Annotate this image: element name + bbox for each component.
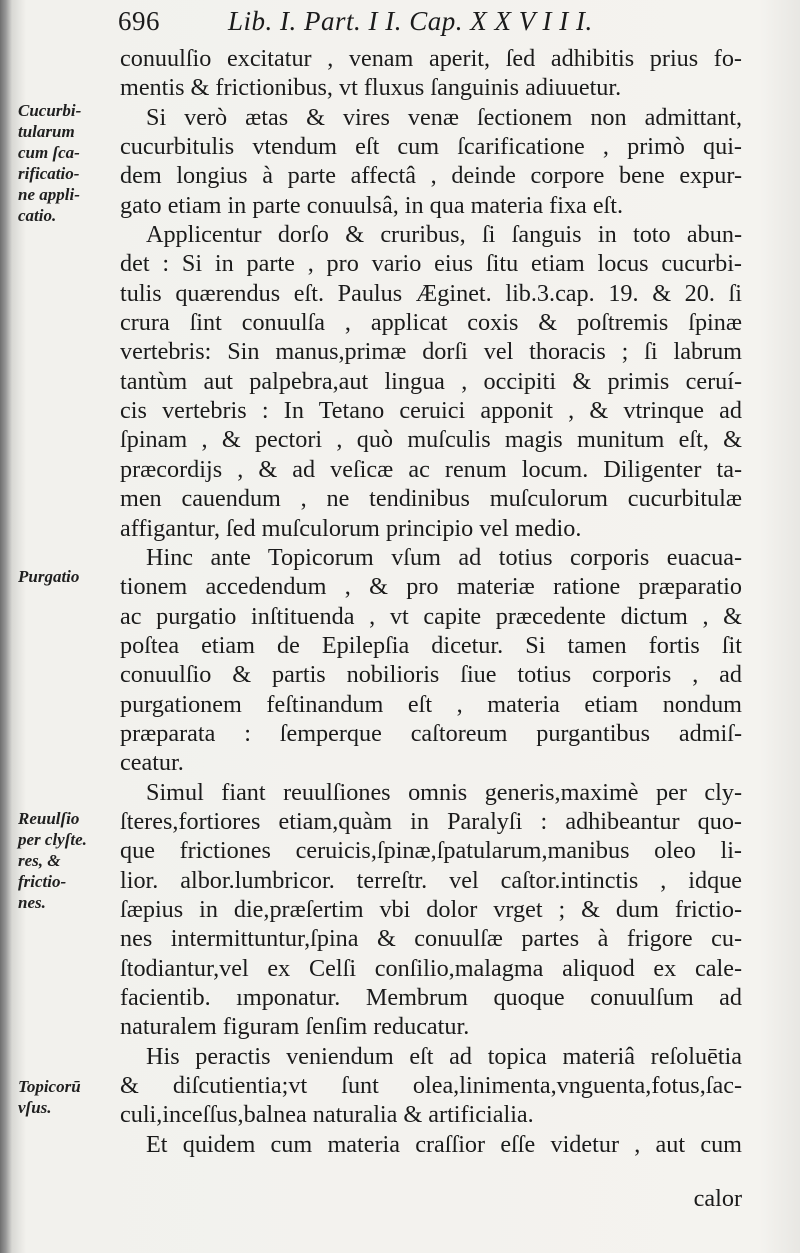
margin-note-cupping [18, 100, 118, 226]
text-line: facientib. ımponatur. Membrum quoque conuulſum ad [120, 984, 742, 1011]
text-line: cucurbitulis vtendum eſt cum ſcarificatione , primò qui- [120, 133, 742, 161]
text-line: crura ſint conuulſa , applicat coxis & poſtremis ſpinæ [120, 309, 742, 337]
text-line: ſtodiantur,vel ex Celſi conſilio,malagma aliquod ex cale- [120, 954, 742, 982]
text-line: ac purgatio inſtituenda , vt capite præcedente dictum , & [120, 602, 742, 630]
text-line: ſæpius in die,præſertim vbi dolor vrget ; & dum frictio- [120, 895, 742, 923]
text-line: men cauendum , ne tendinibus muſculorum cucurbitulæ [120, 485, 742, 513]
text-line: His peractis veniendum eſt ad topica materiâ reſoluētia [146, 1042, 742, 1070]
margin-note-line: cum ſca- [18, 143, 80, 162]
text-line: lior. albor.lumbricor. terreſtr. vel caſtor.intinctis , idque [120, 866, 742, 894]
text-line: tulis quærendus eſt. Paulus Æginet. lib.3.cap. 19. & 20. ſi [120, 279, 742, 307]
page-number: 696 [118, 6, 160, 36]
text-line: Simul fiant reuulſiones omnis generis,maximè per cly- [146, 778, 742, 806]
margin-note-line: catio. [18, 206, 57, 225]
text-line: Applicentur dorſo & cruribus, ſi ſanguis in toto abun- [146, 221, 742, 249]
margin-note-line: Cucurbi- [18, 101, 82, 120]
text-line: purgationem feſtinandum eſt , materia etiam nondum [120, 690, 742, 718]
text-line: præparata : ſemperque caſtoreum purgantibus admiſ- [120, 719, 742, 747]
text-line: que frictiones ceruicis,ſpinæ,ſpatularum,manibus oleo li- [120, 837, 742, 865]
margin-note-line: per clyſte. [18, 830, 87, 849]
text-line: affigantur, ſed muſculorum principio vel medio. [120, 514, 582, 542]
text-line: Hinc ante Topicorum vſum ad totius corporis euacua- [146, 543, 742, 571]
text-line: dem longius à parte affectâ , deinde corpore bene expur- [120, 162, 742, 190]
text-line: ceatur. [120, 749, 184, 777]
margin-note-purging [18, 566, 118, 587]
margin-note-line: Purgatio [18, 567, 80, 586]
text-line: tionem accedendum , & pro materiæ ratione præparatio [120, 573, 742, 601]
text-line: præcordijs , & ad veſicæ ac renum locum. Diligenter ta- [120, 455, 742, 483]
text-line: mentis & frictionibus, vt fluxus ſanguinis adiuuetur. [120, 74, 622, 102]
main-text-block [120, 44, 742, 1159]
text-line: vertebris: Sin manus,primæ dorſi vel thoracis ; ſi labrum [120, 338, 742, 366]
margin-note-line: ne appli- [18, 185, 80, 204]
text-line: cis vertebris : In Tetano ceruici apponit , & vtrinque ad [120, 397, 742, 425]
text-line: nes intermittuntur,ſpina & conuulſæ partes à frigore cu- [120, 925, 742, 953]
margin-note-line: nes. [18, 893, 46, 912]
text-line: & diſcutientia;vt ſunt olea,linimenta,vnguenta,fotus,ſac- [120, 1072, 742, 1100]
margin-note-line: Reuulſio [18, 809, 80, 828]
text-line: poſtea etiam de Epilepſia dicetur. Si tamen fortis ſit [120, 631, 742, 659]
text-line: det : Si in parte , pro vario eius ſitu etiam locus cucurbi- [120, 250, 742, 278]
text-line: tantùm aut palpebra,aut lingua , occipiti & primis ceruí- [120, 367, 742, 395]
catchword-line [120, 1184, 742, 1214]
text-line: ſteres,fortiores etiam,quàm in Paralyſi : adhibeantur quo- [120, 807, 742, 835]
running-title: Lib. I. Part. I I. Cap. X X V I I I. [228, 6, 593, 36]
text-line: naturalem figuram ſenſim reducatur. [120, 1013, 470, 1041]
text-line: Si verò ætas & vires venæ ſectionem non admittant, [146, 103, 742, 131]
text-line: conuulſio excitatur , venam aperit, ſed adhibitis prius fo- [120, 45, 742, 72]
margin-note-revulsion [18, 808, 118, 913]
margin-note-line: frictio- [18, 872, 67, 891]
text-line: conuulſio & partis nobilioris ſiue totius corporis , ad [120, 661, 742, 689]
margin-note-line: tularum [18, 122, 75, 141]
margin-note-line: Topicorū [18, 1077, 81, 1096]
margin-note-topicals [18, 1076, 118, 1118]
text-line: culi,inceſſus,balnea naturalia & artificialia. [120, 1101, 534, 1129]
margin-note-line: vſus. [18, 1098, 52, 1117]
text-line: ſpinam , & pectori , quò muſculis magis munitum eſt, & [120, 426, 742, 454]
text-line: Et quidem cum materia craſſior eſſe videtur , aut cum [146, 1130, 742, 1158]
margin-note-line: res, & [18, 851, 61, 870]
text-line: gato etiam in parte conuulsâ, in qua materia fixa eſt. [120, 191, 624, 219]
margin-note-line: rificatio- [18, 164, 80, 183]
catchword: calor [693, 1185, 742, 1212]
page-header [118, 6, 758, 42]
